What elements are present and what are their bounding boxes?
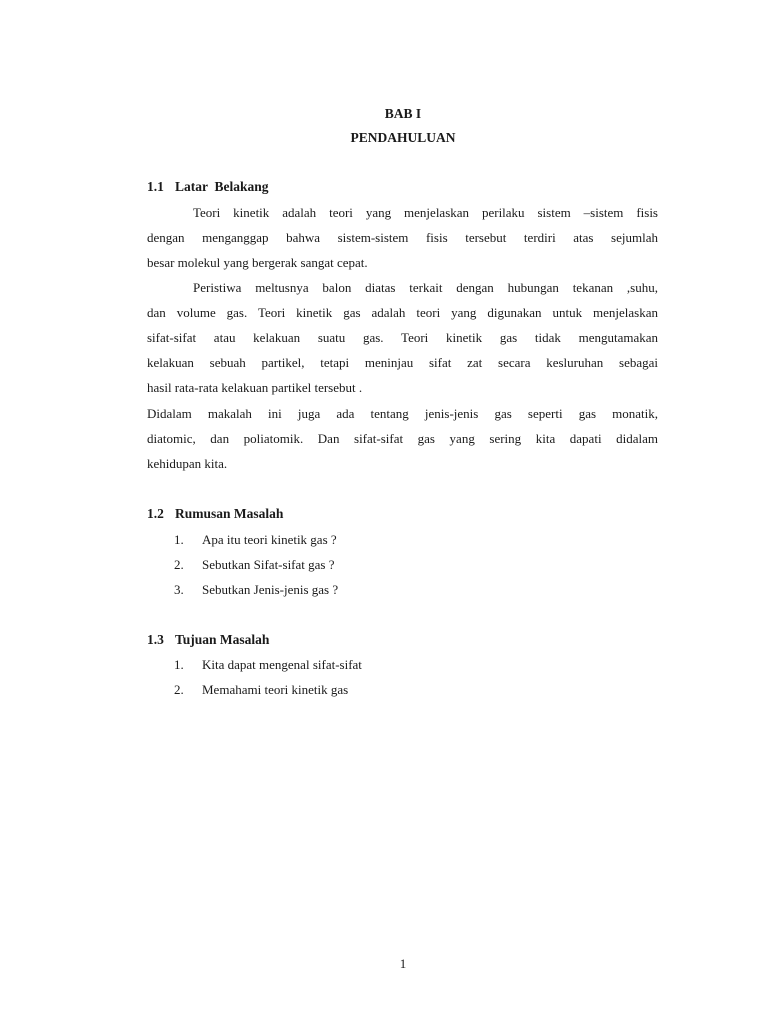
list-number: 3. (174, 582, 184, 597)
section-title: Tujuan Masalah (175, 632, 270, 647)
list-number: 1. (174, 657, 184, 672)
list-text: Memahami teori kinetik gas (202, 682, 349, 697)
paragraph-line: kelakuan sebuah partikel, tetapi meninjau sifat zat secara kesluruhan sebagai (147, 355, 658, 370)
list-number: 2. (174, 682, 184, 697)
section-heading-1-3 (147, 632, 269, 648)
section-number: 1.3 (147, 632, 164, 647)
paragraph-line: sifat-sifat atau kelakuan suatu gas. Teori kinetik gas tidak mengutamakan (147, 330, 658, 345)
paragraph-line: dan volume gas. Teori kinetik gas adalah teori yang digunakan untuk menjelaskan (147, 305, 658, 320)
paragraph-line: besar molekul yang bergerak sangat cepat. (147, 255, 368, 270)
section-title: Rumusan Masalah (175, 506, 284, 521)
paragraph-line: Didalam makalah ini juga ada tentang jenis-jenis gas seperti gas monatik, (147, 406, 658, 421)
section-number: 1.1 (147, 179, 164, 194)
list-item (174, 681, 348, 699)
chapter-label: BAB I (384, 106, 422, 121)
paragraph-line: Teori kinetik adalah teori yang menjelaskan perilaku sistem –sistem fisis (193, 205, 658, 220)
section-title: Latar Belakang (175, 179, 269, 194)
list-item (174, 581, 338, 599)
paragraph-line: hasil rata-rata kelakuan partikel tersebut . (147, 380, 363, 395)
list-text: Apa itu teori kinetik gas ? (202, 532, 337, 547)
paragraph-line: Peristiwa meltusnya balon diatas terkait dengan hubungan tekanan ,suhu, (193, 280, 658, 295)
section-heading-1-2 (147, 506, 283, 522)
list-text: Sebutkan Sifat-sifat gas ? (202, 557, 335, 572)
list-text: Sebutkan Jenis-jenis gas ? (202, 582, 339, 597)
section-heading-1-1 (147, 179, 269, 195)
list-item (174, 531, 337, 549)
list-item (174, 556, 335, 574)
paragraph-line: dengan menganggap bahwa sistem-sistem fisis tersebut terdiri atas sejumlah (147, 230, 658, 245)
paragraph-line: diatomic, dan poliatomik. Dan sifat-sifat gas yang sering kita dapati didalam (147, 431, 658, 446)
section-number: 1.2 (147, 506, 164, 521)
paragraph-line: kehidupan kita. (147, 456, 228, 471)
list-number: 1. (174, 532, 184, 547)
list-number: 2. (174, 557, 184, 572)
list-text: Kita dapat mengenal sifat-sifat (202, 657, 362, 672)
page-number: 1 (399, 956, 407, 971)
list-item (174, 656, 362, 674)
chapter-title: PENDAHULUAN (350, 130, 456, 145)
